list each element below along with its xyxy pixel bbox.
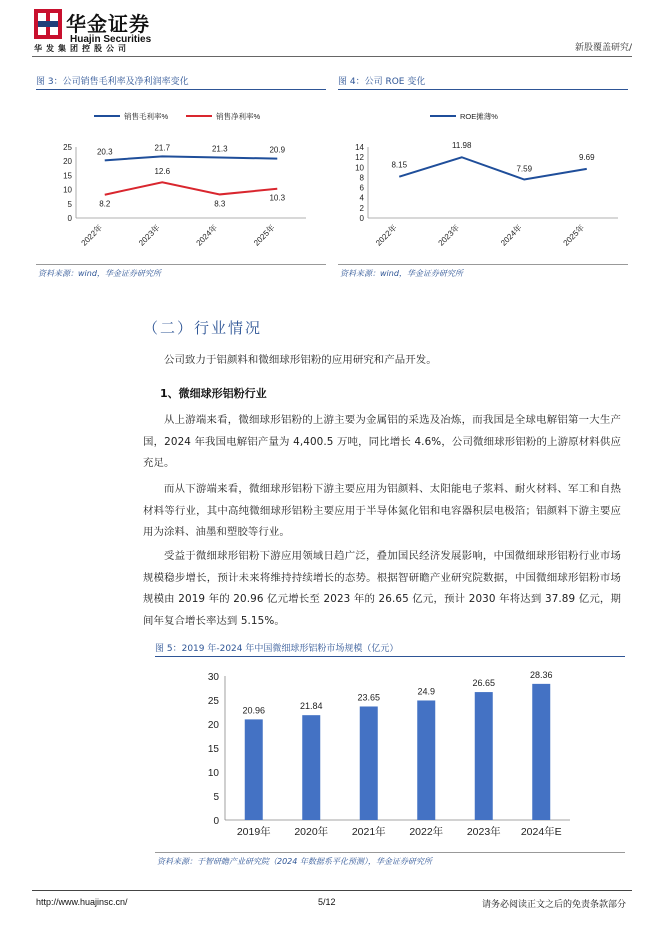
series-line-0 [105,156,278,160]
y-tick-label: 4 [359,193,364,203]
paragraph-upstream: 从上游端来看，微细球形铝粉的上游主要为金属铝的采选及冶炼，而我国是全球电解铝第一大生产国，2024 年我国电解铝产量为 4,400.5 万吨，同比增长 4.6%，公司微细球形铝粉的上游原材料供应充足。 [143,414,621,469]
data-label: 24.9 [417,686,436,697]
huajin-logo-icon [34,9,62,39]
fig5-chart [155,660,625,850]
data-label: 9.69 [578,152,595,162]
fig4-top-rule [338,89,628,90]
footer-disclaimer: 请务必阅读正文之后的免责条款部分 [481,900,626,910]
report-type: 新股覆盖研究/ [574,43,632,53]
bar [475,692,493,820]
x-tick-label: 2023年 [137,223,162,248]
data-label: 7.59 [516,164,533,174]
y-tick-label: 10 [207,768,219,779]
header-divider [32,56,632,57]
data-label: 21.3 [211,144,228,154]
fig5-top-rule [155,656,625,657]
fig3-chart [36,92,326,262]
x-tick-label: 2021年 [351,826,386,838]
y-tick-label: 5 [213,792,219,803]
fig5-source: 资料来源：于智研瞻产业研究院（2024 年数据系平化预测），华金证券研究所 [157,857,432,866]
fig3-bottom-rule [36,264,326,265]
x-tick-label: 2020年 [294,826,329,838]
x-tick-label: 2024年E [520,826,562,838]
legend-label: ROE摊薄% [460,112,498,121]
data-label: 20.9 [269,145,286,155]
x-tick-label: 2025年 [252,223,277,248]
fig4-source: 资料来源：wind，华金证券研究所 [340,269,463,278]
y-tick-label: 14 [355,143,364,152]
y-tick-label: 10 [355,163,364,173]
x-tick-label: 2022年 [79,223,105,248]
fig3-top-rule [36,89,326,90]
data-label: 10.3 [269,193,286,203]
y-tick-label: 15 [63,171,72,181]
x-tick-label: 2022年 [374,223,399,248]
fig5-bottom-rule [155,852,625,853]
logo-text-cn: 华金证券 [66,12,150,36]
subsection-heading: 1、微细球形铝粉行业 [160,387,267,400]
footer-url[interactable]: http://www.huajinsc.cn/ [36,897,128,907]
data-label: 8.3 [214,199,226,209]
fig4-title: 图 4：公司 ROE 变化 [338,77,426,87]
page-header [32,6,632,58]
y-tick-label: 0 [67,214,72,223]
y-tick-label: 8 [359,173,364,183]
y-tick-label: 20 [207,720,219,731]
data-label: 12.6 [154,167,171,177]
bar [360,706,378,820]
legend-label: 销售净利率% [216,112,261,121]
y-tick-label: 0 [213,816,219,827]
y-tick-label: 25 [207,696,219,707]
data-label: 20.3 [96,147,113,157]
series-line-1 [105,182,278,194]
data-label: 8.15 [391,160,408,170]
fig4-chart [338,92,628,262]
data-label: 11.98 [452,141,472,151]
x-tick-label: 2023年 [436,223,462,248]
fig3-title: 图 3：公司销售毛利率及净利润率变化 [36,77,189,87]
legend-label: 销售毛利率% [124,112,169,121]
x-tick-label: 2024年 [499,223,524,248]
y-tick-label: 6 [359,183,364,193]
series-line-0 [399,157,587,179]
y-tick-label: 0 [359,214,364,223]
y-tick-label: 10 [63,185,72,195]
y-tick-label: 5 [67,199,72,209]
data-label: 28.36 [529,669,553,680]
y-tick-label: 12 [355,153,364,163]
y-tick-label: 25 [63,143,72,152]
bar [302,715,320,820]
y-tick-label: 2 [359,203,364,213]
x-tick-label: 2022年 [409,826,444,838]
data-label: 20.96 [242,705,266,716]
data-label: 21.84 [299,701,323,712]
x-tick-label: 2023年 [466,826,501,838]
section-title: （二）行业情况 [143,319,263,337]
x-tick-label: 2024年 [194,223,220,248]
data-label: 8.2 [99,199,111,209]
fig5-title: 图 5：2019 年-2024 年中国微细球形铝粉市场规模（亿元） [155,644,399,654]
bar [532,684,550,820]
fig3-source: 资料来源：wind，华金证券研究所 [38,269,161,278]
data-label: 23.65 [357,692,381,703]
company-tagline: 华发集团控股公司 [34,44,130,53]
bar [417,700,435,820]
intro-paragraph: 公司致力于铝颜料和微细球形铝粉的应用研究和产品开发。 [164,354,437,366]
y-tick-label: 15 [207,744,219,755]
footer-divider [32,890,632,891]
data-label: 21.7 [154,143,171,153]
data-label: 26.65 [472,678,496,689]
bar [245,719,263,820]
logo-text-en: Huajin Securities [70,34,152,45]
y-tick-label: 30 [207,672,219,683]
fig4-bottom-rule [338,264,628,265]
page-number: 5/12 [318,897,336,907]
paragraph-downstream: 而从下游端来看，微细球形铝粉下游主要应用为铝颜料、太阳能电子浆料、耐火材料、军工和自热材料等行业，其中高纯微细球形铝粉主要应用于半导体氮化铝和电容器积层电极箔；铝颜料下游主要应用为涂料、油墨和塑胶等行业。 [143,483,621,538]
x-tick-label: 2019年 [236,826,271,838]
x-tick-label: 2025年 [561,223,587,248]
y-tick-label: 20 [63,157,72,167]
paragraph-market: 受益于微细球形铝粉下游应用领域日趋广泛，叠加国民经济发展影响，中国微细球形铝粉行业市场规模稳步增长，预计未来将维持持续增长的态势。根据智研瞻产业研究院数据，中国微细球形铝粉市场规模由 2019 年的 20.96 亿元增长至 2023 年的 26.65 亿元，预计 2030 年将达到 37.89 亿元，期间年复合增长率达到 5.15%。 [143,550,621,627]
